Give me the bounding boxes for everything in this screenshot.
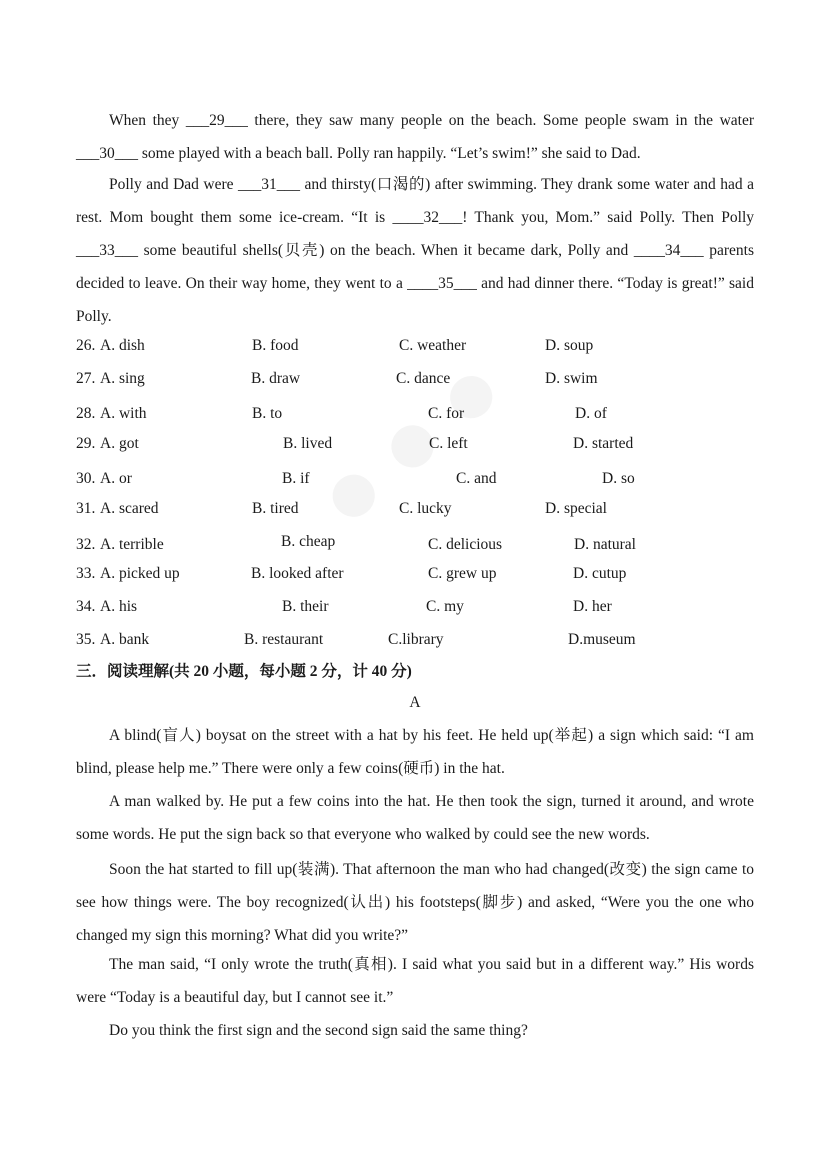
q30-number: 30. bbox=[76, 470, 96, 487]
q32-option-b: B. cheap bbox=[281, 533, 336, 550]
q33-option-c: C. grew up bbox=[428, 565, 497, 582]
q30-option-a: A. or bbox=[100, 470, 132, 487]
q33-option-d: D. cutup bbox=[573, 565, 627, 582]
q26-option-c: C. weather bbox=[399, 337, 467, 354]
cloze-paragraph-2: Polly and Dad were ___31___ and thirsty(口渴的) after swimming. They drank some water and had a rest. Mom bought them some ice-cream. “It is ____32___! Thank you, Mom.” said Polly. Then Polly ___33___ some beautiful shells(贝壳) on the beach. When it became dark, Polly and ____34___ parents decided to leave. On their way home, they went to a ____35___ and had dinner there. “Today is great!” said Polly. bbox=[76, 176, 754, 325]
reading-paragraph-2: A man walked by. He put a few coins into the hat. He then took the sign, turned it around, and wrote some words. He put the sign back so that everyone who walked by could see the new words. bbox=[76, 793, 754, 843]
q31-option-c: C. lucky bbox=[399, 500, 452, 517]
cloze-paragraph-1: When they ___29___ there, they saw many people on the beach. Some people swam in the water ___30___ some played with a beach ball. Polly ran happily. “Let’s swim!” she said to Dad. bbox=[76, 112, 754, 162]
q32-option-c: C. delicious bbox=[428, 536, 503, 553]
q35-option-d: D.museum bbox=[568, 631, 636, 648]
q27-number: 27. bbox=[76, 370, 96, 387]
q27-option-b: B. draw bbox=[251, 370, 301, 387]
q30-option-c: C. and bbox=[456, 470, 497, 487]
q26-option-d: D. soup bbox=[545, 337, 594, 354]
q27-option-c: C. dance bbox=[396, 370, 451, 387]
q30-option-b: B. if bbox=[282, 470, 310, 487]
q34-option-a: A. his bbox=[100, 598, 138, 615]
q27-option-a: A. sing bbox=[100, 370, 145, 387]
q33-option-a: A. picked up bbox=[100, 565, 180, 582]
q28-option-a: A. with bbox=[100, 405, 147, 422]
q29-option-a: A. got bbox=[100, 435, 139, 452]
q35-option-c: C.library bbox=[388, 631, 444, 648]
q31-number: 31. bbox=[76, 500, 96, 517]
q31-option-a: A. scared bbox=[100, 500, 159, 517]
q31-option-b: B. tired bbox=[252, 500, 299, 517]
q33-option-b: B. looked after bbox=[251, 565, 344, 582]
q32-option-d: D. natural bbox=[574, 536, 636, 553]
reading-paragraph-4: The man said, “I only wrote the truth(真相). I said what you said but in a different way.” His words were “Today is a beautiful day, but I cannot see it.” bbox=[76, 956, 754, 1006]
q34-number: 34. bbox=[76, 598, 96, 615]
q35-option-a: A. bank bbox=[100, 631, 150, 648]
q31-option-d: D. special bbox=[545, 500, 607, 517]
q30-option-d: D. so bbox=[602, 470, 635, 487]
passage-letter: A bbox=[409, 694, 421, 711]
q32-number: 32. bbox=[76, 536, 96, 553]
q27-option-d: D. swim bbox=[545, 370, 598, 387]
q28-number: 28. bbox=[76, 405, 96, 422]
reading-paragraph-1: A blind(盲人) boysat on the street with a hat by his feet. He held up(举起) a sign which said: “I am blind, please help me.” There were only a few coins(硬币) in the hat. bbox=[76, 727, 754, 777]
q29-option-b: B. lived bbox=[283, 435, 333, 452]
q26-option-b: B. food bbox=[252, 337, 299, 354]
section-heading-reading: 三．阅读理解(共 20 小题，每小题 2 分，计 40 分) bbox=[76, 663, 412, 680]
q26-option-a: A. dish bbox=[100, 337, 145, 354]
q34-option-c: C. my bbox=[426, 598, 464, 615]
q34-option-b: B. their bbox=[282, 598, 329, 615]
reading-paragraph-3: Soon the hat started to fill up(装满). That afternoon the man who had changed(改变) the sign came to see how things were. The boy recognized(认出) his footsteps(脚步) and asked, “Were you the one who changed my sign this morning? What did you write?” bbox=[76, 861, 754, 944]
q33-number: 33. bbox=[76, 565, 96, 582]
q28-option-d: D. of bbox=[575, 405, 607, 422]
q32-option-a: A. terrible bbox=[100, 536, 164, 553]
q29-option-d: D. started bbox=[573, 435, 634, 452]
q29-option-c: C. left bbox=[429, 435, 468, 452]
q28-option-c: C. for bbox=[428, 405, 465, 422]
q28-option-b: B. to bbox=[252, 405, 283, 422]
q26-number: 26. bbox=[76, 337, 96, 354]
reading-paragraph-5: Do you think the first sign and the second sign said the same thing? bbox=[109, 1022, 528, 1039]
q29-number: 29. bbox=[76, 435, 96, 452]
q35-number: 35. bbox=[76, 631, 96, 648]
q35-option-b: B. restaurant bbox=[244, 631, 324, 648]
q34-option-d: D. her bbox=[573, 598, 612, 615]
